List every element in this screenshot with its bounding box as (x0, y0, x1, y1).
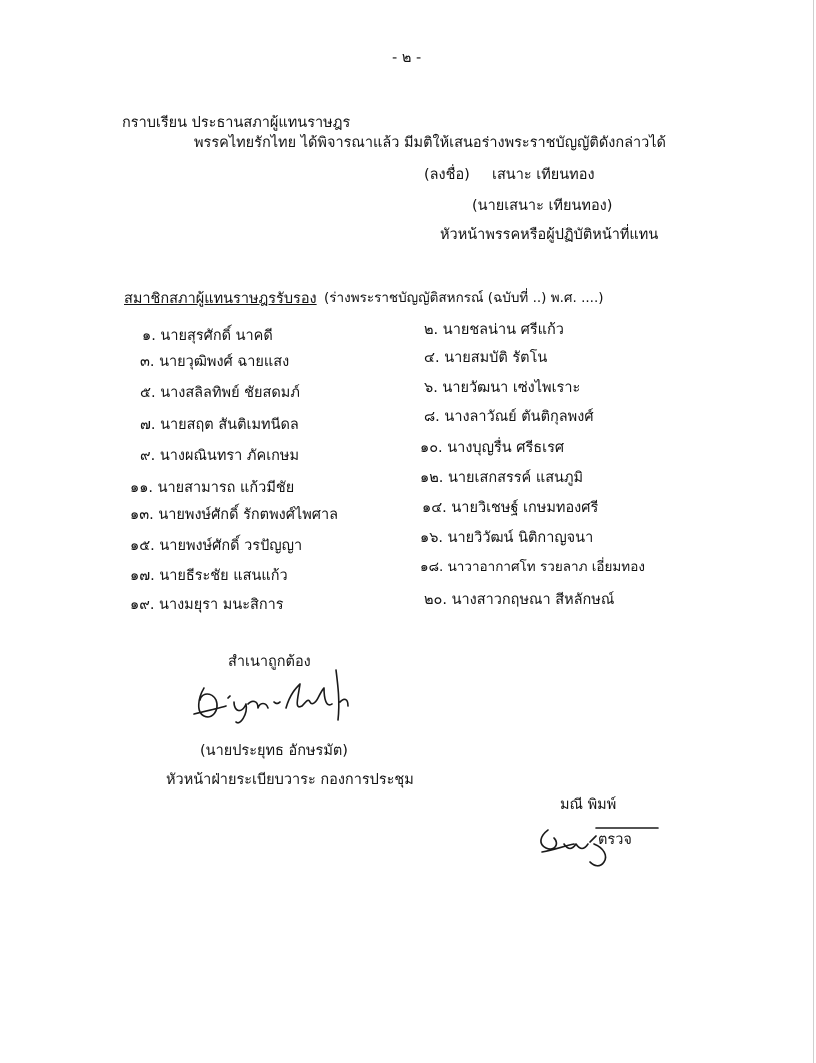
certifier-full-name: (นายประยุทธ อักษรมัต) (200, 743, 348, 759)
list-item: ๑๖. นายวิวัฒน์ นิติกาญจนา (420, 530, 594, 546)
proposer-position: หัวหน้าพรรคหรือผู้ปฏิบัติหน้าที่แทน (440, 227, 659, 243)
bill-title: (ร่างพระราชบัญญัติสหกรณ์ (ฉบับที่ ..) พ.ศ. ....) (324, 290, 604, 306)
list-item: ๑๒. นายเสกสรรค์ แสนภูมิ (420, 470, 584, 486)
certifier-position: หัวหน้าฝ่ายระเบียบวาระ กองการประชุม (166, 772, 414, 788)
list-item: ๑๙. นางมยุรา มนะสิการ (130, 597, 284, 613)
list-item: ๓. นายวุฒิพงศ์ ฉายแสง (140, 354, 290, 370)
body-text: พรรคไทยรักไทย ได้พิจารณาแล้ว มีมติให้เสนอร่างพระราชบัญญัติดังกล่าวได้ (194, 135, 666, 151)
list-item: ๒. นายชลน่าน ศรีแก้ว (424, 322, 564, 338)
list-item: ๑๗. นายธีระชัย แสนแก้ว (130, 568, 288, 584)
proposer-full-name: (นายเสนาะ เทียนทอง) (472, 198, 613, 214)
list-item: ๘. นางลาวัณย์ ตันติกุลพงศ์ (424, 409, 594, 425)
scan-edge-line (813, 0, 814, 1063)
endorsement-heading: สมาชิกสภาผู้แทนราษฎรรับรอง (124, 291, 317, 307)
list-item: ๑๑. นายสามารถ แก้วมีชัย (130, 480, 295, 496)
list-item: ๑๕. นายพงษ์ศักดิ์ วรปัญญา (130, 538, 303, 554)
salutation: กราบเรียน ประธานสภาผู้แทนราษฎร (122, 115, 351, 131)
list-item: ๑๐. นางบุญรื่น ศรีธเรศ (420, 440, 565, 456)
list-item: ๖. นายวัฒนา เซ่งไพเราะ (424, 380, 581, 396)
list-item: ๑๓. นายพงษ์ศักดิ์ รักตพงศ์ไพศาล (130, 507, 338, 523)
sign-label: (ลงชื่อ) (424, 167, 470, 183)
list-item: ๙. นางผณินทรา ภัคเกษม (140, 448, 300, 464)
list-item: ๒๐. นางสาวกฤษณา สีหลักษณ์ (424, 592, 615, 608)
page-number: - ๒ - (392, 50, 422, 66)
list-item: ๔. นายสมบัติ รัตโน (424, 350, 548, 366)
typist-note: มณี พิมพ์ (560, 797, 617, 813)
proposer-signed-name: เสนาะ เทียนทอง (492, 167, 595, 183)
list-item: ๑๘. นาวาอากาศโท รวยลาภ เอี่ยมทอง (420, 559, 645, 575)
certification-label: สำเนาถูกต้อง (228, 654, 311, 670)
list-item: ๑. นายสุรศักดิ์ นาคดี (142, 328, 273, 344)
certifier-signature (190, 658, 360, 730)
list-item: ๑๔. นายวิเชษฐ์ เกษมทองศรี (422, 500, 599, 516)
checker-note: ตรวจ (598, 832, 632, 848)
list-item: ๗. นายสฤต สันติเมทนีดล (140, 417, 299, 433)
list-item: ๕. นางสลิลทิพย์ ชัยสดมภ์ (140, 385, 300, 401)
